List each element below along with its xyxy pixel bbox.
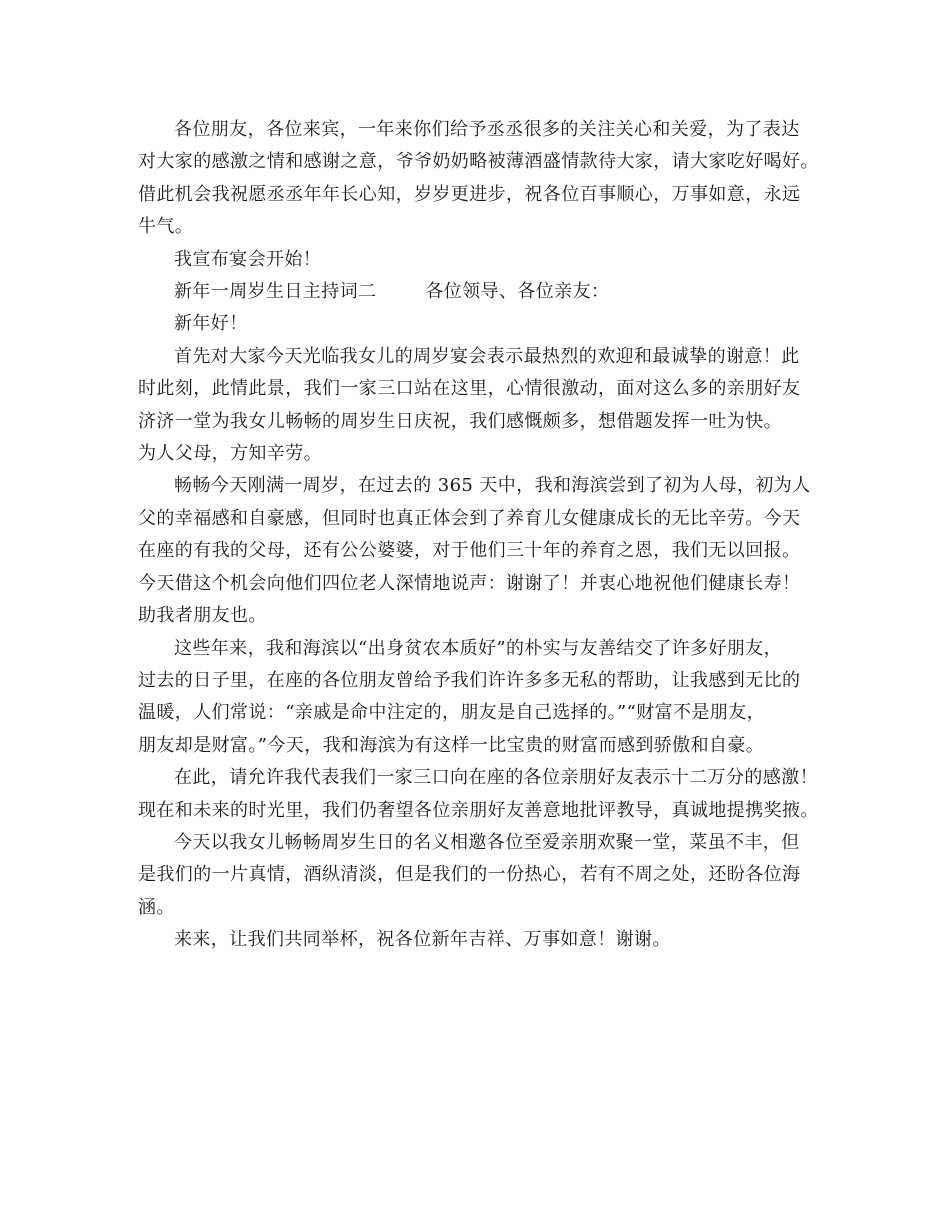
text-line: 在座的有我的父母，还有公公婆婆，对于他们三十年的养育之恩，我们无以回报。 <box>138 540 801 562</box>
text-line: 过去的日子里，在座的各位朋友曾给予我们许许多多无私的帮助，让我感到无比的 <box>138 669 801 691</box>
text-line: 借此机会我祝愿丞丞年年长心知，岁岁更进步，祝各位百事顺心，万事如意，永远 <box>138 183 801 205</box>
paragraph <box>138 470 820 632</box>
text-line: 时此刻，此情此景，我们一家三口站在这里，心情很激动，面对这么多的亲朋好友 <box>138 378 801 400</box>
paragraph <box>138 341 820 471</box>
text-line: 各位朋友，各位来宾，一年来你们给予丞丞很多的关注关心和关爱，为了表达 <box>174 119 800 140</box>
text-line: 是我们的一片真情，酒纵清淡，但是我们的一份热心，若有不周之处，还盼各位海 <box>138 864 801 886</box>
text-line: 首先对大家今天光临我女儿的周岁宴会表示最热烈的欢迎和最诚挚的谢意！此 <box>174 345 800 367</box>
text-line: 父的幸福感和自豪感，但同时也真正体会到了养育儿女健康成长的无比辛劳。今天 <box>138 507 801 529</box>
paragraph <box>138 114 820 244</box>
text-line: 来来，让我们共同举杯，祝各位新年吉祥、万事如意！谢谢。 <box>174 929 671 951</box>
text-line: 新年好！ <box>174 313 248 335</box>
paragraph <box>138 762 820 827</box>
text-line: 现在和未来的时光里，我们仍奢望各位亲朋好友善意地批评教导，真诚地提携奖掖。 <box>138 799 819 821</box>
text-line: 济济一堂为我女儿畅畅的周岁生日庆祝，我们感慨颇多，想借题发挥一吐为快。 <box>138 410 782 432</box>
paragraph <box>138 924 820 956</box>
document-body <box>138 114 820 957</box>
text-line: 在此，请允许我代表我们一家三口向在座的各位亲朋好友表示十二万分的感激！ <box>174 767 818 789</box>
document-page <box>138 114 820 957</box>
text-line: 畅畅今天刚满一周岁，在过去的 365 天中，我和海滨尝到了初为人母，初为人 <box>174 475 811 497</box>
text-line: 今天以我女儿畅畅周岁生日的名义相邀各位至爱亲朋欢聚一堂，菜虽不丰，但 <box>174 831 800 853</box>
text-line: 为人父母，方知辛劳。 <box>138 443 322 465</box>
paragraph <box>138 308 820 340</box>
text-line: 朋友却是财富。”今天，我和海滨为有这样一比宝贵的财富而感到骄傲和自豪。 <box>138 734 765 756</box>
text-line: 温暖，人们常说：“亲戚是命中注定的，朋友是自己选择的。”“财富不是朋友， <box>138 702 766 724</box>
text-line: 新年一周岁生日主持词二 各位领导、各位亲友： <box>174 281 610 303</box>
text-line: 今天借这个机会向他们四位老人深情地说声：谢谢了！并衷心地祝他们健康长寿！ <box>138 572 801 594</box>
text-line: 我宣布宴会开始！ <box>174 248 322 270</box>
paragraph <box>138 276 820 308</box>
text-line: 这些年来，我和海滨以“出身贫农本质好”的朴实与友善结交了许多好朋友， <box>174 637 783 659</box>
text-line: 牛气。 <box>138 216 194 238</box>
paragraph <box>138 633 820 763</box>
text-line: 对大家的感激之情和感谢之意，爷爷奶奶略被薄酒盛情款待大家，请大家吃好喝好。 <box>138 151 819 173</box>
paragraph <box>138 827 820 924</box>
paragraph <box>138 244 820 276</box>
text-line: 助我者朋友也。 <box>138 605 267 627</box>
text-line: 涵。 <box>138 896 175 918</box>
